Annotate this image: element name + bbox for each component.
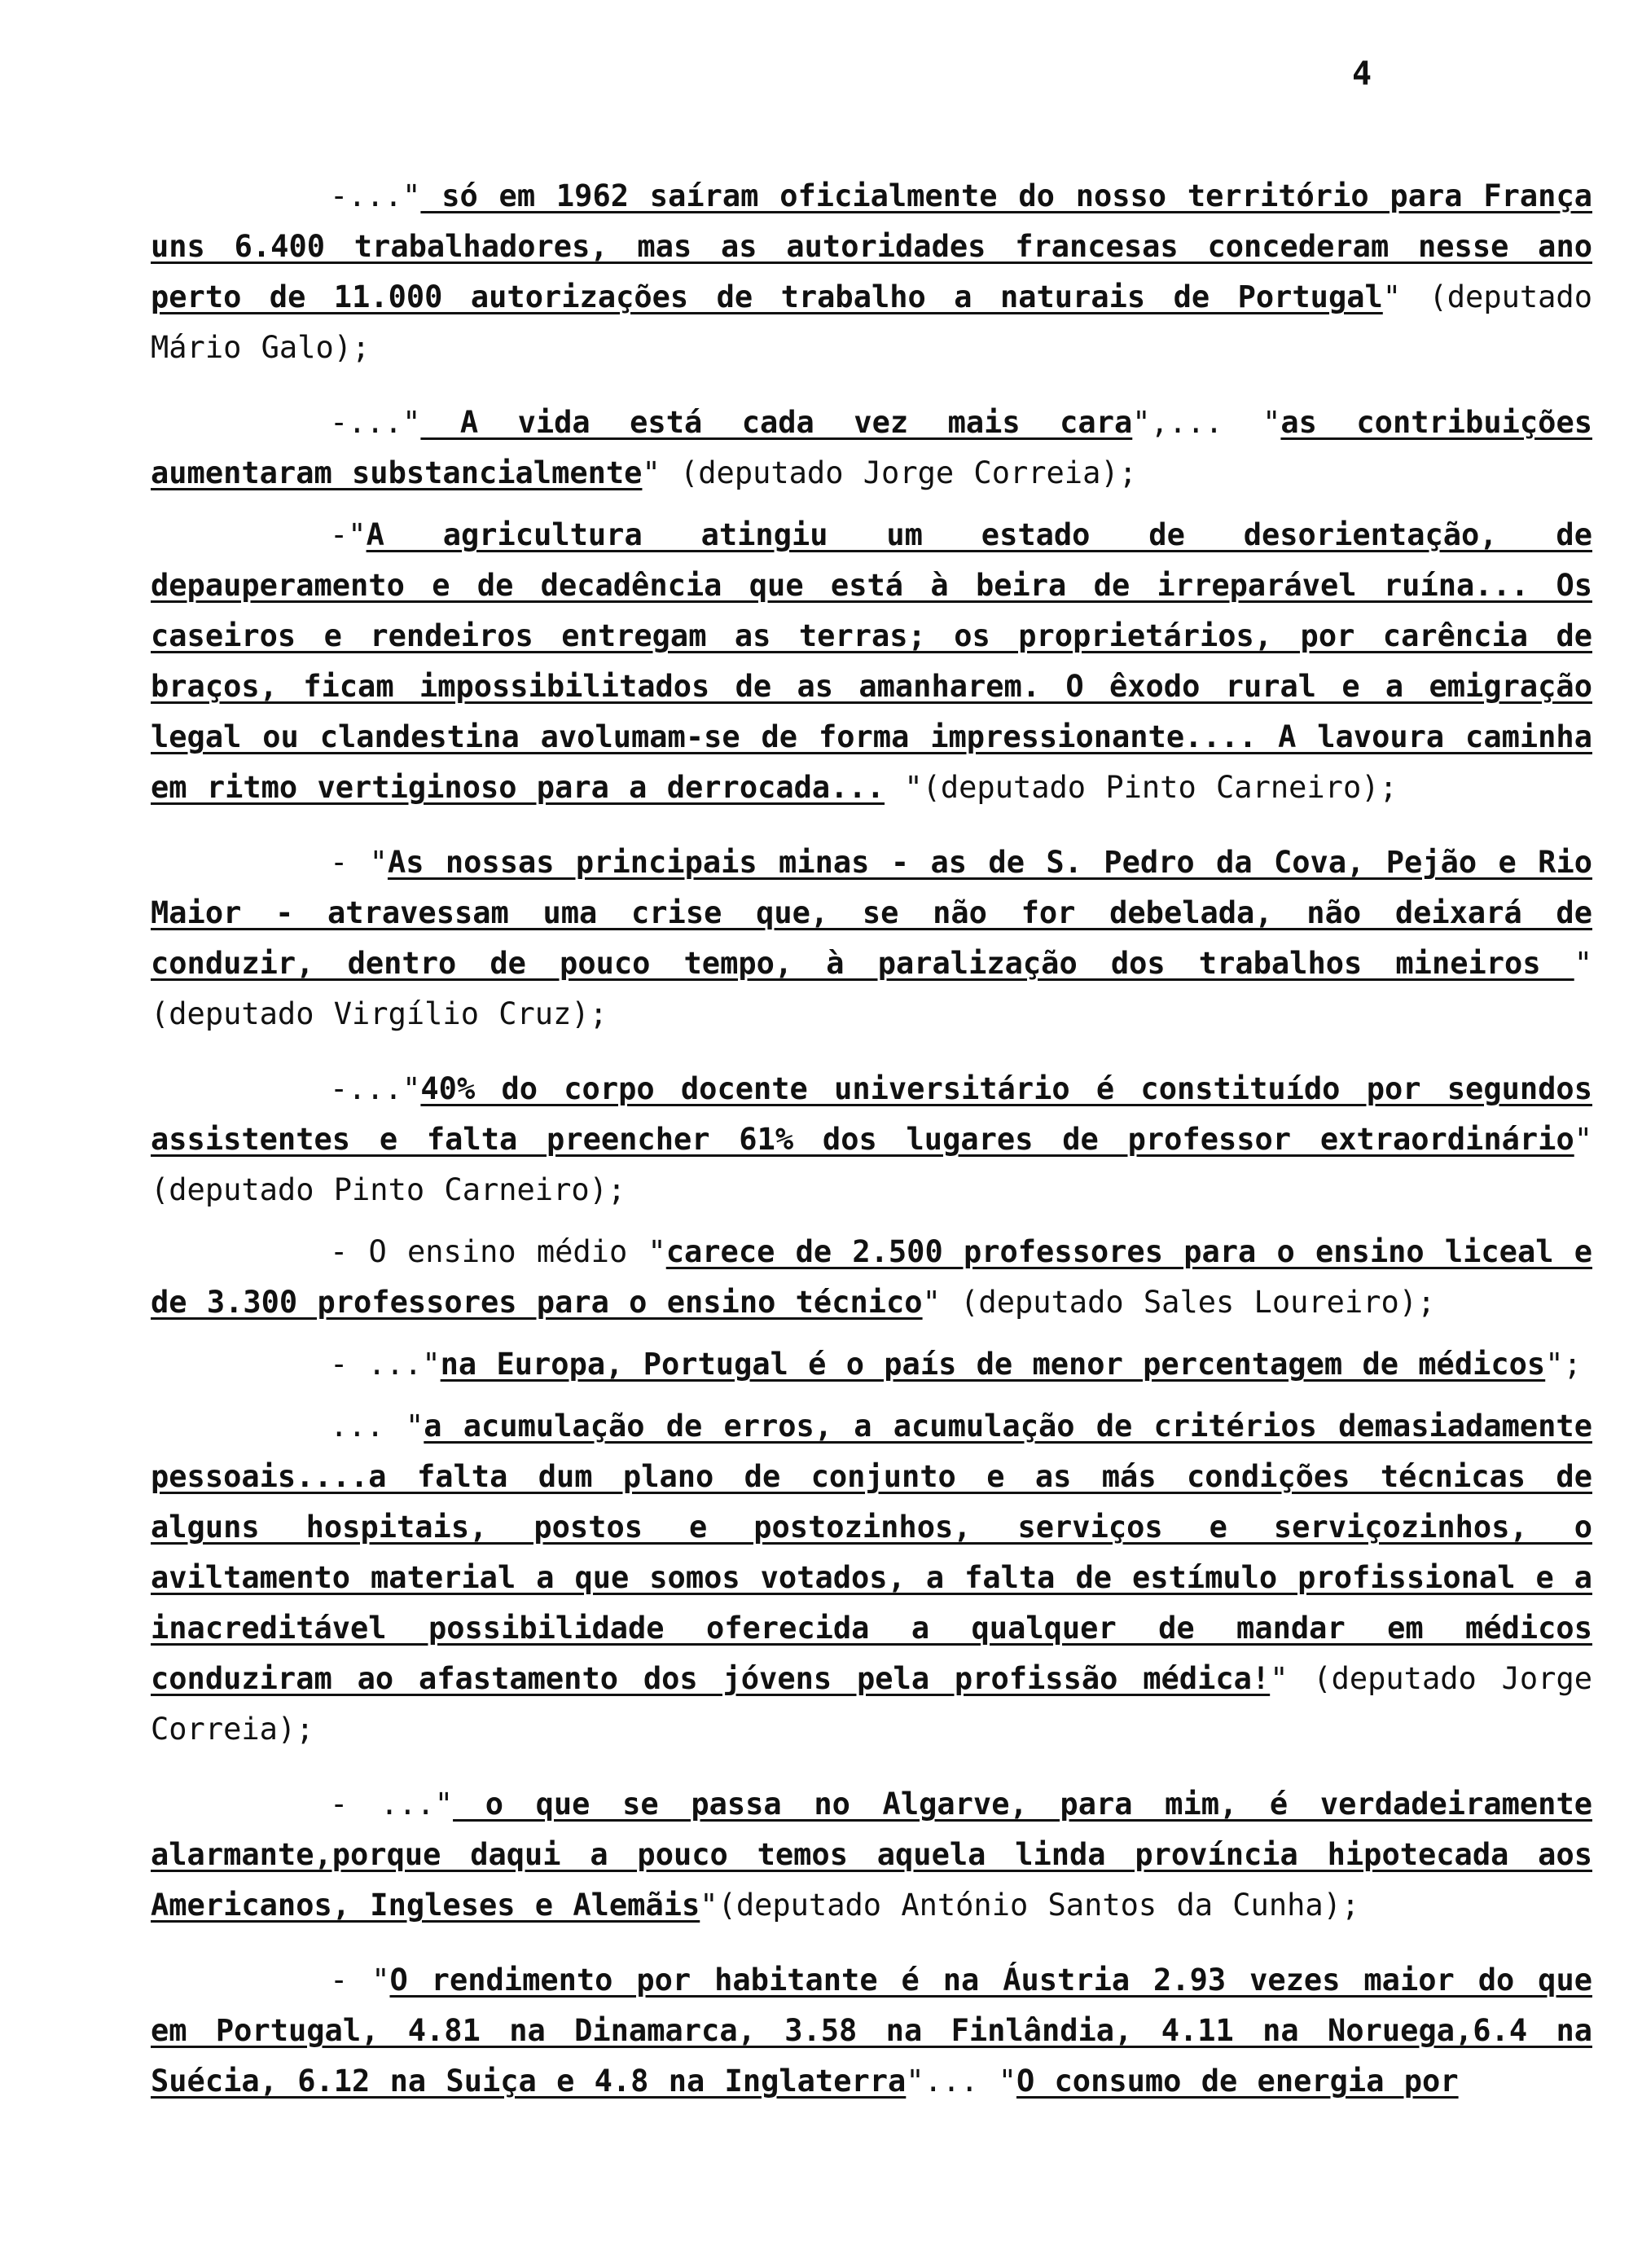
document-body: [151, 171, 1592, 2118]
paragraph-mines: [151, 837, 1592, 1040]
paragraph-lead: -...": [330, 1071, 421, 1106]
quoted-text: na Europa, Portugal é o país de menor percentagem de médicos: [440, 1347, 1546, 1382]
page-number: 4: [1352, 55, 1372, 93]
paragraph-lead: -...": [330, 405, 421, 440]
paragraph-lead: - ": [330, 1963, 390, 1998]
quoted-text: carece de 2.500 professores para o ensino liceal e de 3.300 professores para o ensino técnico: [151, 1234, 1593, 1320]
separator-text: ",... ": [1132, 405, 1281, 440]
quoted-text-2: O consumo de energia por: [1016, 2064, 1459, 2099]
attribution: "(deputado Pinto Carneiro);: [885, 770, 1398, 805]
quoted-text: O rendimento por habitante é na Áustria 2.93 vezes maior do que em Portugal, 4.81 na Dinamarca, 3.58 na Finlândia, 4.11 na Noruega,6.4 na Suécia, 6.12 na Suiça e 4.8 na Inglaterra: [151, 1963, 1592, 2099]
quoted-text: A vida está cada vez mais cara: [420, 405, 1133, 440]
paragraph-university: [151, 1064, 1592, 1215]
paragraph-algarve: [151, 1779, 1592, 1931]
attribution: ";: [1545, 1347, 1582, 1382]
attribution: " (deputado Jorge Correia);: [642, 455, 1137, 490]
separator-text: "... ": [906, 2064, 1016, 2099]
paragraph-lead: - ...": [330, 1787, 454, 1822]
paragraph-emigration: [151, 171, 1592, 373]
paragraph-lead: -": [330, 517, 367, 552]
paragraph-doctors-europe: [151, 1339, 1592, 1390]
paragraph-lead: -...": [330, 178, 421, 213]
quoted-text: A agricultura atingiu um estado de desorientação, de depauperamento e de decadência que está à beira de irreparável ruína... Os caseiros e rendeiros entregam as terras; os proprietários, por carência de braços, ficam impossibilitados de as amanharem. O êxodo rural e a emigração legal ou clandestina avolumam-se de forma impressionante.... A lavoura caminha em ritmo vertiginoso para a derrocada...: [151, 517, 1592, 805]
attribution: "(deputado António Santos da Cunha);: [700, 1888, 1360, 1923]
paragraph-lead: - O ensino médio ": [330, 1234, 666, 1269]
attribution: " (deputado Jorge Correia);: [151, 1661, 1592, 1747]
quoted-text: 40% do corpo docente universitário é constituído por segundos assistentes e falta preencher 61% dos lugares de professor extraordinário: [151, 1071, 1592, 1157]
paragraph-agriculture: [151, 510, 1592, 813]
paragraph-cost-of-living: [151, 398, 1592, 499]
quoted-text: só em 1962 saíram oficialmente do nosso território para França uns 6.400 trabalhadores, mas as autoridades francesas concederam nesse ano perto de 11.000 autorizações de trabalho a naturais de Portugal: [151, 178, 1592, 314]
paragraph-secondary-education: [151, 1227, 1592, 1328]
attribution: " (deputado Sales Loureiro);: [922, 1285, 1436, 1320]
quoted-text-2: as contribuições aumentaram substancialmente: [151, 405, 1592, 490]
attribution: " (deputado Virgílio Cruz);: [151, 946, 1592, 1031]
paragraph-lead: - ...": [330, 1347, 441, 1382]
paragraph-income-per-capita: [151, 1955, 1592, 2107]
paragraph-lead: ... ": [330, 1409, 424, 1444]
quoted-text: o que se passa no Algarve, para mim, é verdadeiramente alarmante,porque daqui a pouco temos aquela linda província hipotecada aos Americanos, Ingleses e Alemãis: [151, 1787, 1592, 1923]
paragraph-medical-profession: [151, 1401, 1592, 1755]
quoted-text: As nossas principais minas - as de S. Pedro da Cova, Pejão e Rio Maior - atravessam uma crise que, se não for debelada, não deixará de conduzir, dentro de pouco tempo, à paralização dos trabalhos mineiros: [151, 845, 1593, 981]
paragraph-lead: - ": [330, 845, 388, 880]
attribution: " (deputado Pinto Carneiro);: [151, 1122, 1592, 1207]
quoted-text: a acumulação de erros, a acumulação de critérios demasiadamente pessoais....a falta dum plano de conjunto e as más condições técnicas de alguns hospitais, postos e postozinhos, serviços e serviçozinhos, o aviltamento material a que somos votados, a falta de estímulo profissional e a inacreditável possibilidade oferecida a qualquer de mandar em médicos conduziram ao afastamento dos jóvens pela profissão médica!: [151, 1409, 1592, 1696]
attribution: " (deputado Mário Galo);: [151, 279, 1592, 365]
